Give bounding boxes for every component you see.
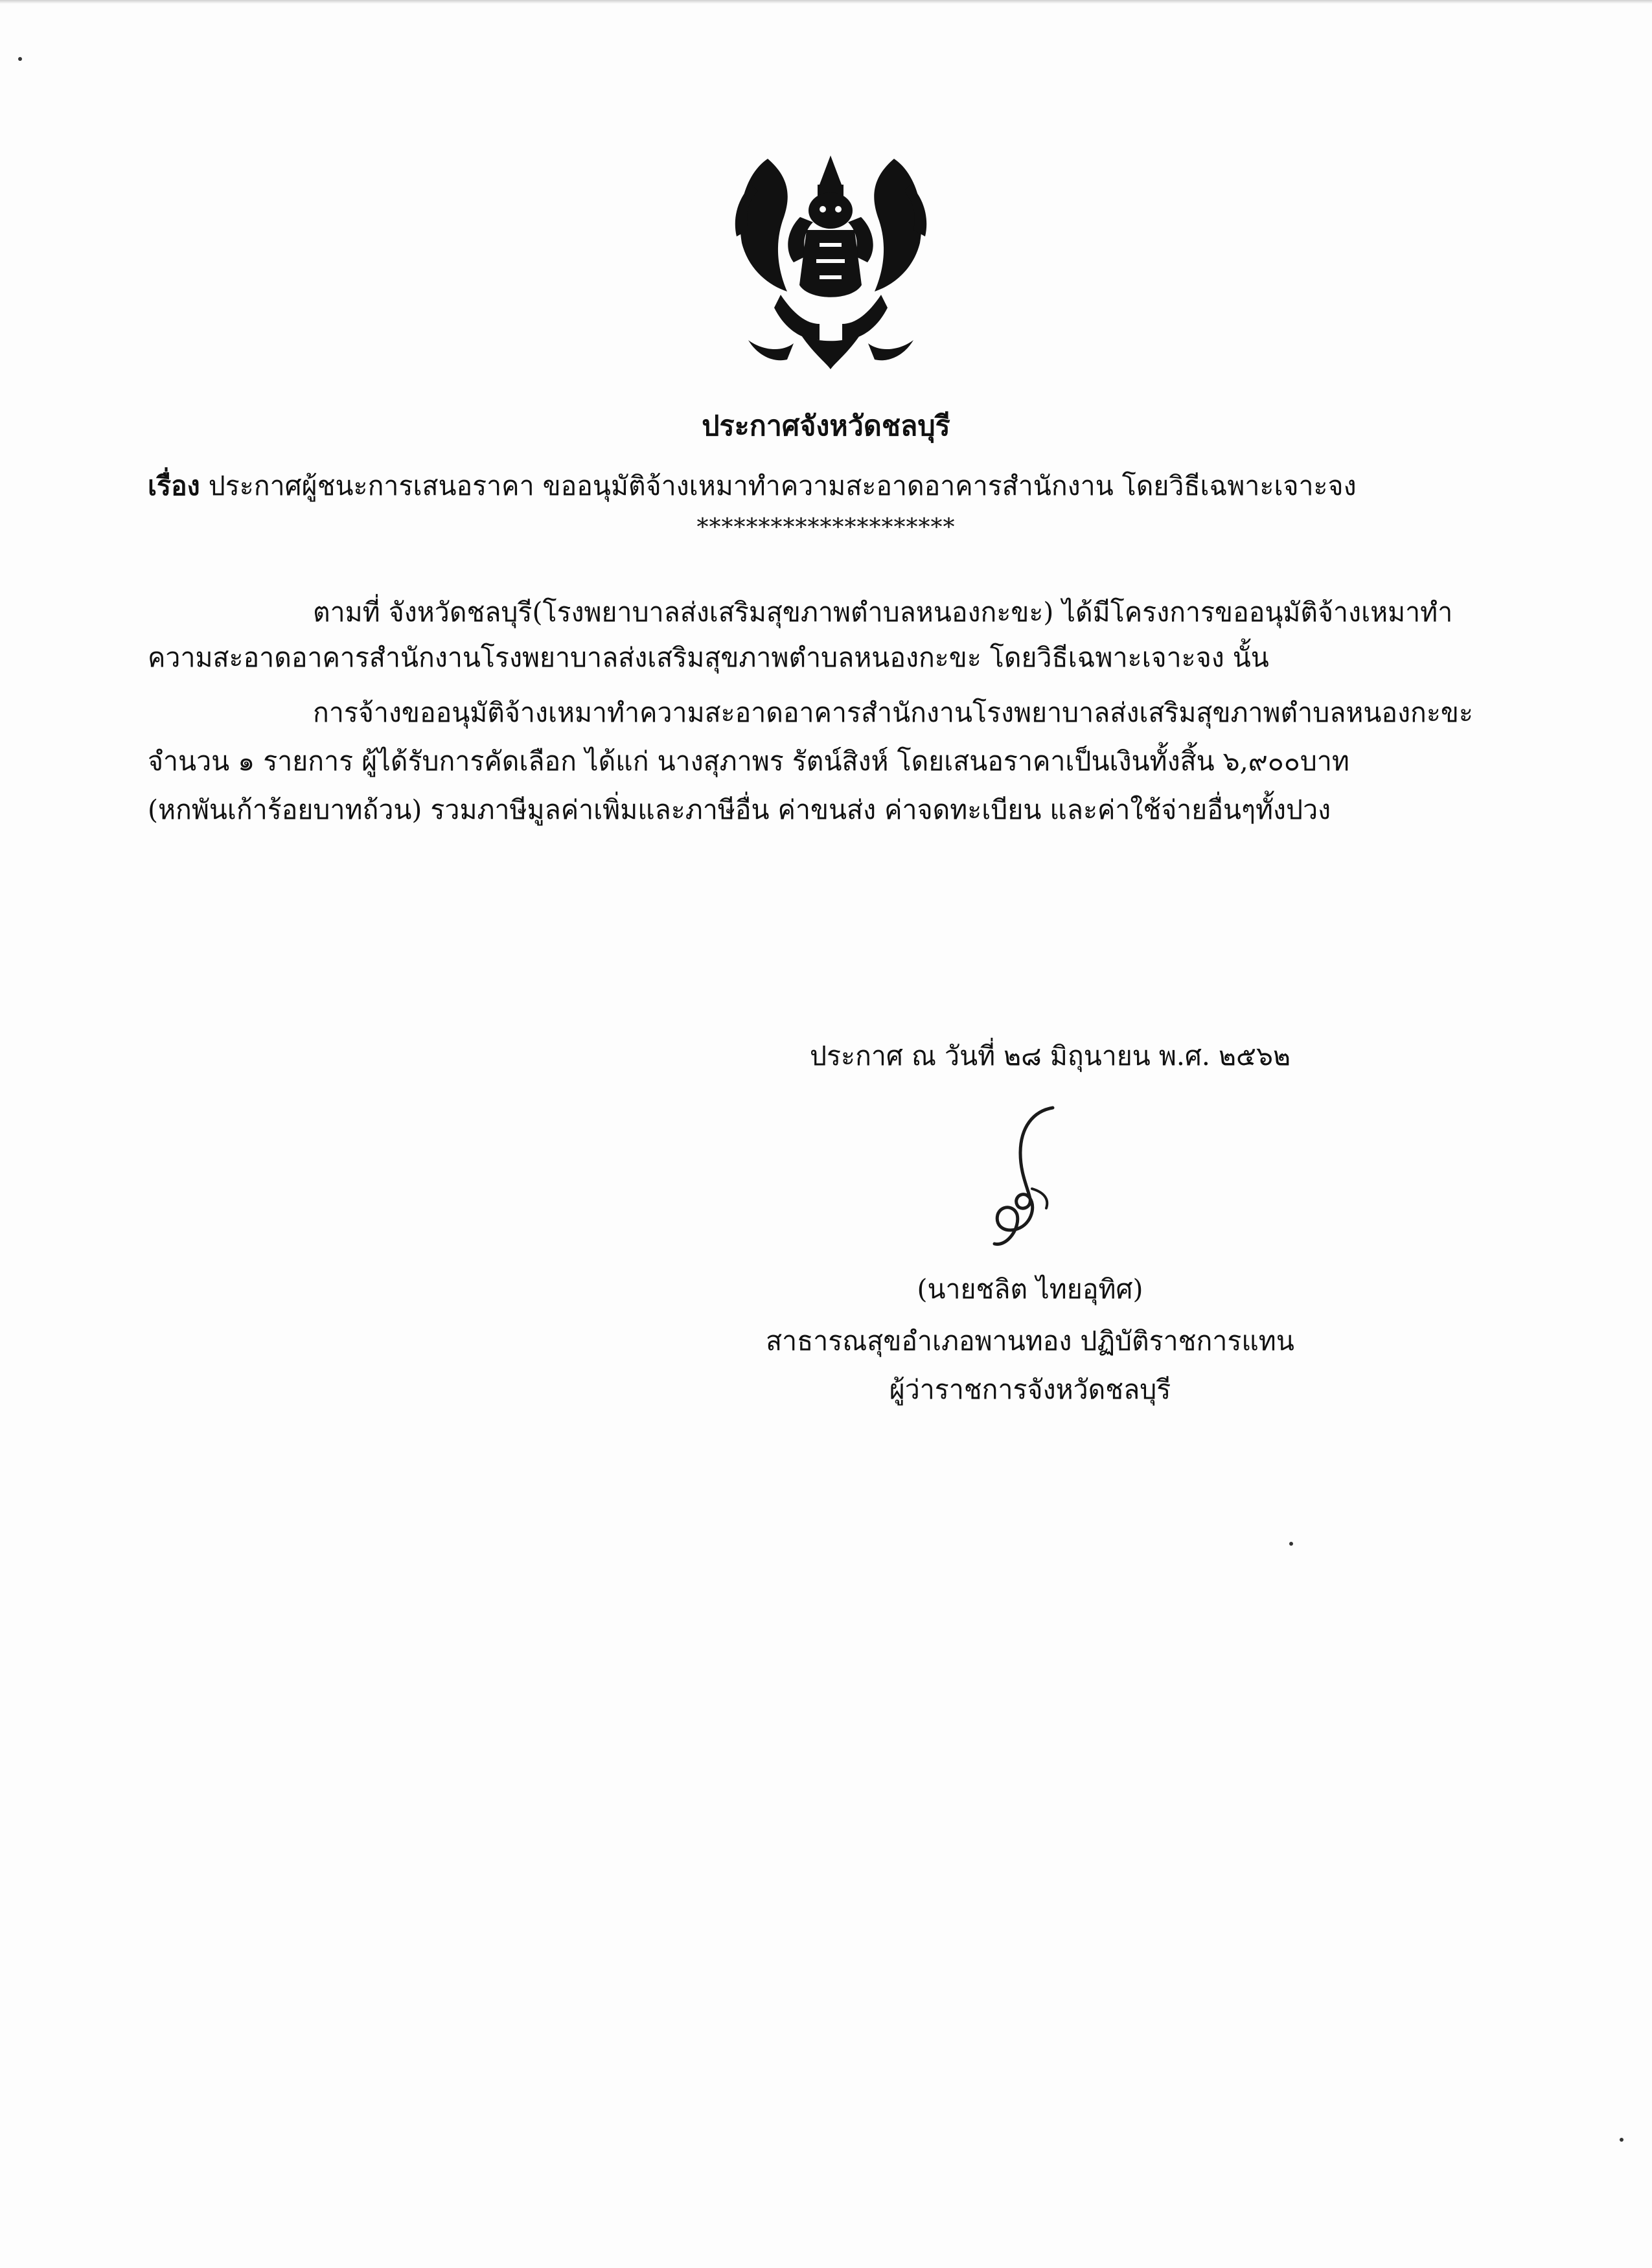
separator-line: ********************* xyxy=(696,514,956,541)
paragraph1-line2: ความสะอาดอาคารสำนักงานโรงพยาบาลส่งเสริมสุขภาพตำบลหนองกะขะ โดยวิธีเฉพาะเจาะจง นั้น xyxy=(148,642,1269,673)
scan-speck xyxy=(1620,2138,1623,2142)
scan-speck xyxy=(18,57,22,61)
signer-authority: ผู้ว่าราชการจังหวัดชลบุรี xyxy=(889,1374,1171,1405)
paragraph2-line3: (หกพันเก้าร้อยบาทถ้วน) รวมภาษีมูลค่าเพิ่มและภาษีอื่น ค่าขนส่ง ค่าจดทะเบียน และค่าใช้จ่ายอื่นๆทั้งปวง xyxy=(148,794,1331,825)
subject-line xyxy=(148,466,1521,505)
signer-name: (นายชลิต ไทยอุทิศ) xyxy=(917,1274,1143,1305)
handwritten-signature xyxy=(956,1101,1066,1270)
paragraph2-line2: จำนวน ๑ รายการ ผู้ได้รับการคัดเลือก ได้แก่ นางสุภาพร รัตน์สิงห์ โดยเสนอราคาเป็นเงินทั้งสิ้น ๖,๙๐๐บาท xyxy=(148,746,1349,777)
document-title: ประกาศจังหวัดชลบุรี xyxy=(702,410,950,442)
subject-label: เรื่อง xyxy=(148,470,200,501)
scan-top-edge xyxy=(0,0,1652,4)
garuda-emblem-icon xyxy=(722,146,939,379)
paragraph1-line1: ตามที่ จังหวัดชลบุรี(โรงพยาบาลส่งเสริมสุขภาพตำบลหนองกะขะ) ได้มีโครงการขออนุมัติจ้างเหมาทำ xyxy=(313,597,1453,628)
paragraph2-line1: การจ้างขออนุมัติจ้างเหมาทำความสะอาดอาคารสำนักงานโรงพยาบาลส่งเสริมสุขภาพตำบลหนองกะขะ xyxy=(313,697,1473,728)
signer-position: สาธารณสุขอำเภอพานทอง ปฏิบัติราชการแทน xyxy=(766,1325,1294,1357)
announcement-date: ประกาศ ณ วันที่ ๒๘ มิถุนายน พ.ศ. ๒๕๖๒ xyxy=(810,1040,1291,1071)
subject-text: ประกาศผู้ชนะการเสนอราคา ขออนุมัติจ้างเหมาทำความสะอาดอาคารสำนักงาน โดยวิธีเฉพาะเจาะจง xyxy=(208,470,1357,501)
scan-speck xyxy=(1289,1542,1293,1546)
